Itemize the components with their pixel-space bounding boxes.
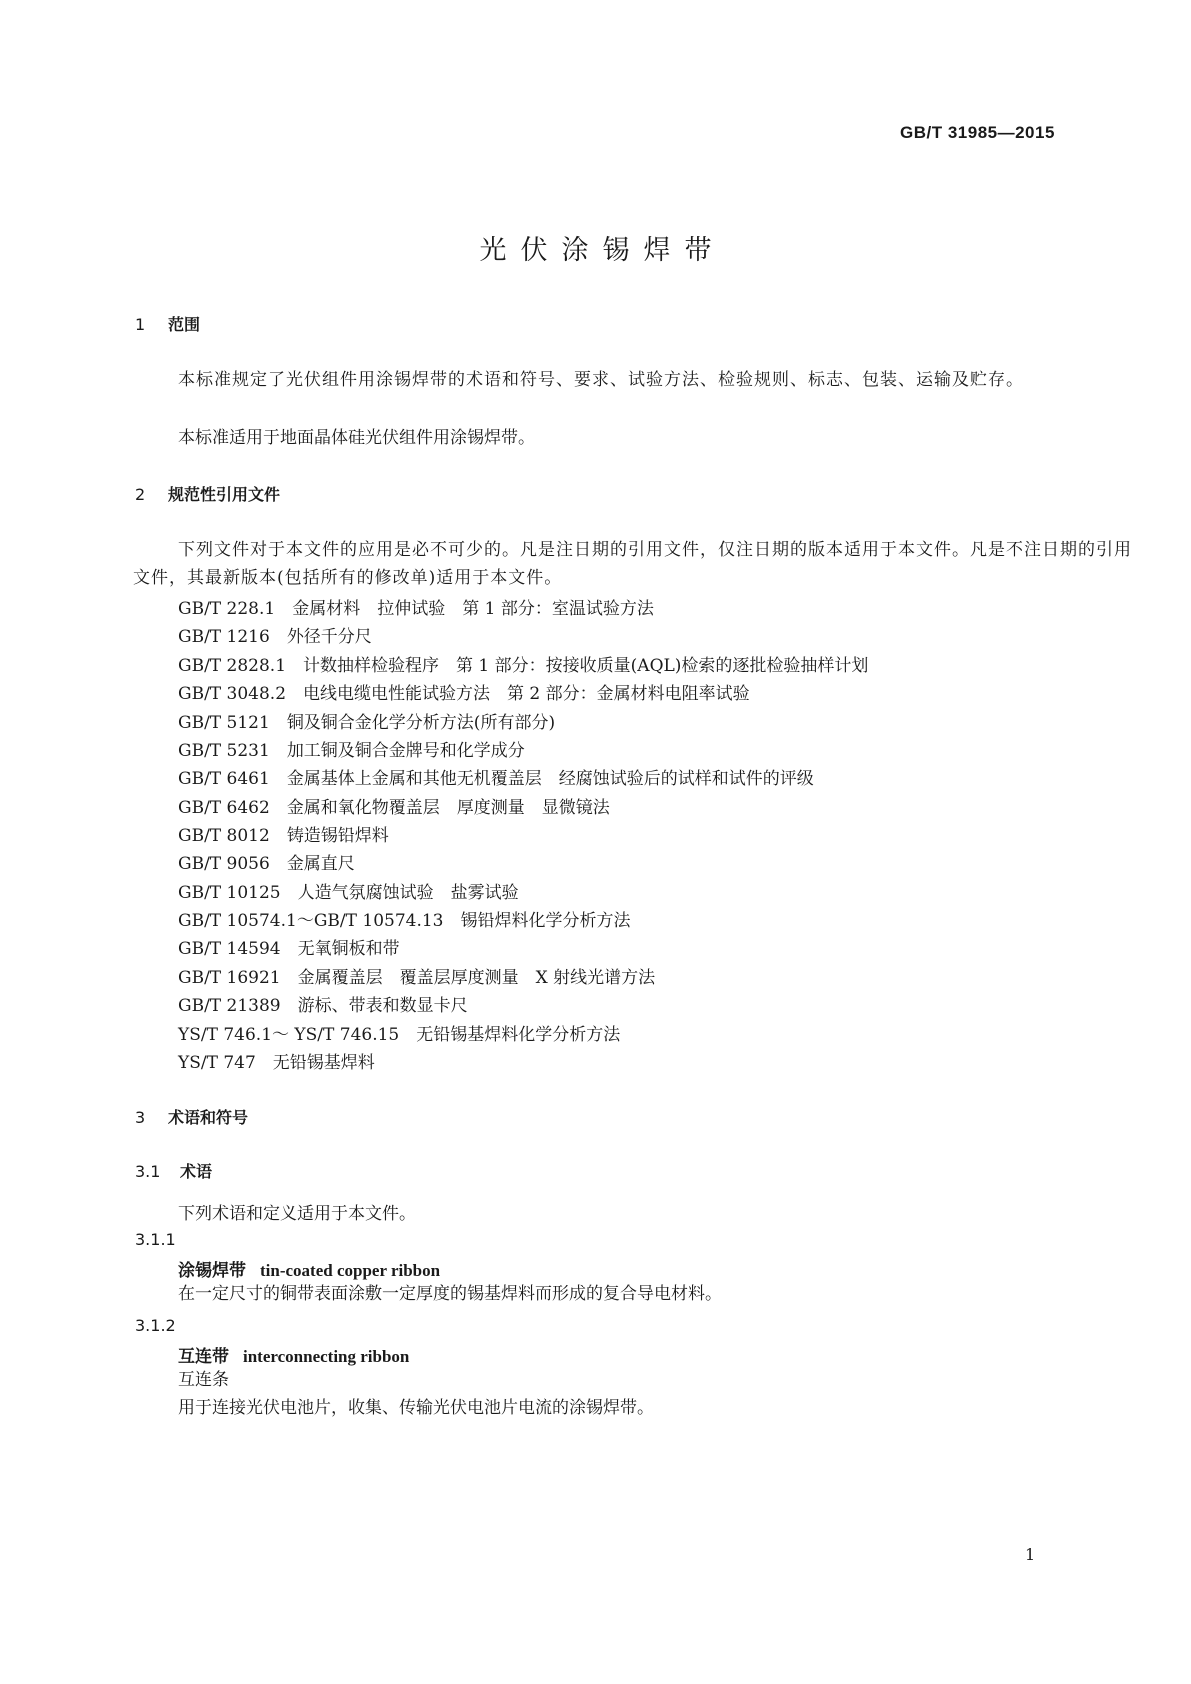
reference-title: 外径千分尺 <box>286 627 372 647</box>
reference-code: GB/T 5121 <box>178 713 270 733</box>
reference-title: 铸造锡铅焊料 <box>286 826 389 846</box>
reference-item <box>178 679 750 704</box>
reference-code: GB/T 2828.1 <box>178 656 287 676</box>
reference-item <box>178 991 468 1016</box>
reference-title: 无铅锡基焊料化学分析方法 <box>416 1025 621 1045</box>
section-2-heading <box>135 482 280 505</box>
reference-title: 铜及铜合金化学分析方法(所有部分) <box>286 713 556 733</box>
section-3-heading <box>135 1105 248 1128</box>
reference-item <box>178 934 400 959</box>
reference-title: 人造气氛腐蚀试验 盐雾试验 <box>297 883 519 903</box>
reference-title: 金属覆盖层 覆盖层厚度测量 X 射线光谱方法 <box>297 968 656 988</box>
reference-item <box>178 906 631 931</box>
term-definition: 在一定尺寸的铜带表面涂敷一定厚度的锡基焊料而形成的复合导电材料。 <box>178 1284 722 1304</box>
reference-item <box>178 594 654 619</box>
reference-item <box>178 708 555 733</box>
reference-title: 金属材料 拉伸试验 第 1 部分：室温试验方法 <box>292 599 654 619</box>
section-1-heading <box>135 312 200 335</box>
reference-title: 金属和氧化物覆盖层 厚度测量 显微镜法 <box>286 798 610 818</box>
reference-title: 无铅锡基焊料 <box>272 1053 375 1073</box>
term-cn: 互连带 <box>178 1347 229 1367</box>
document-title: 光伏涂锡焊带 <box>479 235 726 266</box>
reference-item <box>178 793 610 818</box>
reference-code: GB/T 8012 <box>178 826 270 846</box>
term-number: 3.1.1 <box>135 1230 176 1249</box>
reference-item <box>178 878 519 903</box>
reference-title: 计数抽样检验程序 第 1 部分：按接收质量(AQL)检索的逐批检验抽样计划 <box>303 656 869 676</box>
reference-code: YS/T 746.1～ YS/T 746.15 <box>178 1025 400 1045</box>
term-heading <box>178 1256 440 1281</box>
term-en: interconnecting ribbon <box>243 1347 410 1366</box>
reference-title: 游标、带表和数显卡尺 <box>297 996 468 1016</box>
references-intro: 下列文件对于本文件的应用是必不可少的。凡是注日期的引用文件，仅注日期的版本适用于本文件。凡是不注日期的引用文件，其最新版本(包括所有的修改单)适用于本文件。 <box>133 540 1132 588</box>
scope-paragraph-1: 本标准规定了光伏组件用涂锡焊带的术语和符号、要求、试验方法、检验规则、标志、包装、运输及贮存。 <box>178 370 1024 390</box>
term-number: 3.1.2 <box>135 1316 176 1335</box>
reference-code: GB/T 6461 <box>178 769 270 789</box>
reference-code: GB/T 6462 <box>178 798 270 818</box>
reference-code: GB/T 228.1 <box>178 599 276 619</box>
section-number: 1 <box>135 315 146 334</box>
reference-code: GB/T 10125 <box>178 883 281 903</box>
reference-code: GB/T 3048.2 <box>178 684 287 704</box>
subsection-3-1-heading <box>135 1159 212 1182</box>
reference-code: GB/T 21389 <box>178 996 281 1016</box>
reference-item <box>178 736 525 761</box>
reference-code: GB/T 9056 <box>178 854 270 874</box>
section-number: 3 <box>135 1108 146 1127</box>
reference-code: GB/T 5231 <box>178 741 270 761</box>
reference-title: 锡铅焊料化学分析方法 <box>460 911 631 931</box>
reference-title: 金属基体上金属和其他无机覆盖层 经腐蚀试验后的试样和试件的评级 <box>286 769 814 789</box>
reference-title: 电线电缆电性能试验方法 第 2 部分：金属材料电阻率试验 <box>303 684 750 704</box>
term-definition: 用于连接光伏电池片，收集、传输光伏电池片电流的涂锡焊带。 <box>178 1398 654 1418</box>
reference-code: YS/T 747 <box>178 1053 256 1073</box>
reference-item <box>178 1048 375 1073</box>
reference-item <box>178 849 355 874</box>
reference-item <box>178 821 389 846</box>
reference-item <box>178 622 372 647</box>
reference-code: GB/T 1216 <box>178 627 270 647</box>
term-heading <box>178 1342 409 1367</box>
reference-item <box>178 963 655 988</box>
subsection-title: 术语 <box>180 1162 213 1181</box>
reference-code: GB/T 16921 <box>178 968 281 988</box>
reference-item <box>178 764 814 789</box>
reference-title: 金属直尺 <box>286 854 355 874</box>
term-en: tin-coated copper ribbon <box>260 1261 441 1280</box>
reference-title: 加工铜及铜合金牌号和化学成分 <box>286 741 525 761</box>
section-title: 规范性引用文件 <box>168 485 281 504</box>
reference-code: GB/T 10574.1～GB/T 10574.13 <box>178 911 444 931</box>
terms-intro: 下列术语和定义适用于本文件。 <box>178 1204 416 1224</box>
standard-number: GB/T 31985—2015 <box>900 123 1055 142</box>
reference-title: 无氧铜板和带 <box>297 939 400 959</box>
term-synonym: 互连条 <box>178 1370 229 1390</box>
reference-item <box>178 651 868 676</box>
subsection-number: 3.1 <box>135 1162 161 1181</box>
reference-item <box>178 1020 620 1045</box>
section-title: 范围 <box>168 315 201 334</box>
term-cn: 涂锡焊带 <box>178 1261 246 1281</box>
scope-paragraph-2: 本标准适用于地面晶体硅光伏组件用涂锡焊带。 <box>178 428 535 448</box>
section-number: 2 <box>135 485 146 504</box>
section-title: 术语和符号 <box>168 1108 249 1127</box>
reference-code: GB/T 14594 <box>178 939 281 959</box>
page-number: 1 <box>1025 1545 1036 1564</box>
